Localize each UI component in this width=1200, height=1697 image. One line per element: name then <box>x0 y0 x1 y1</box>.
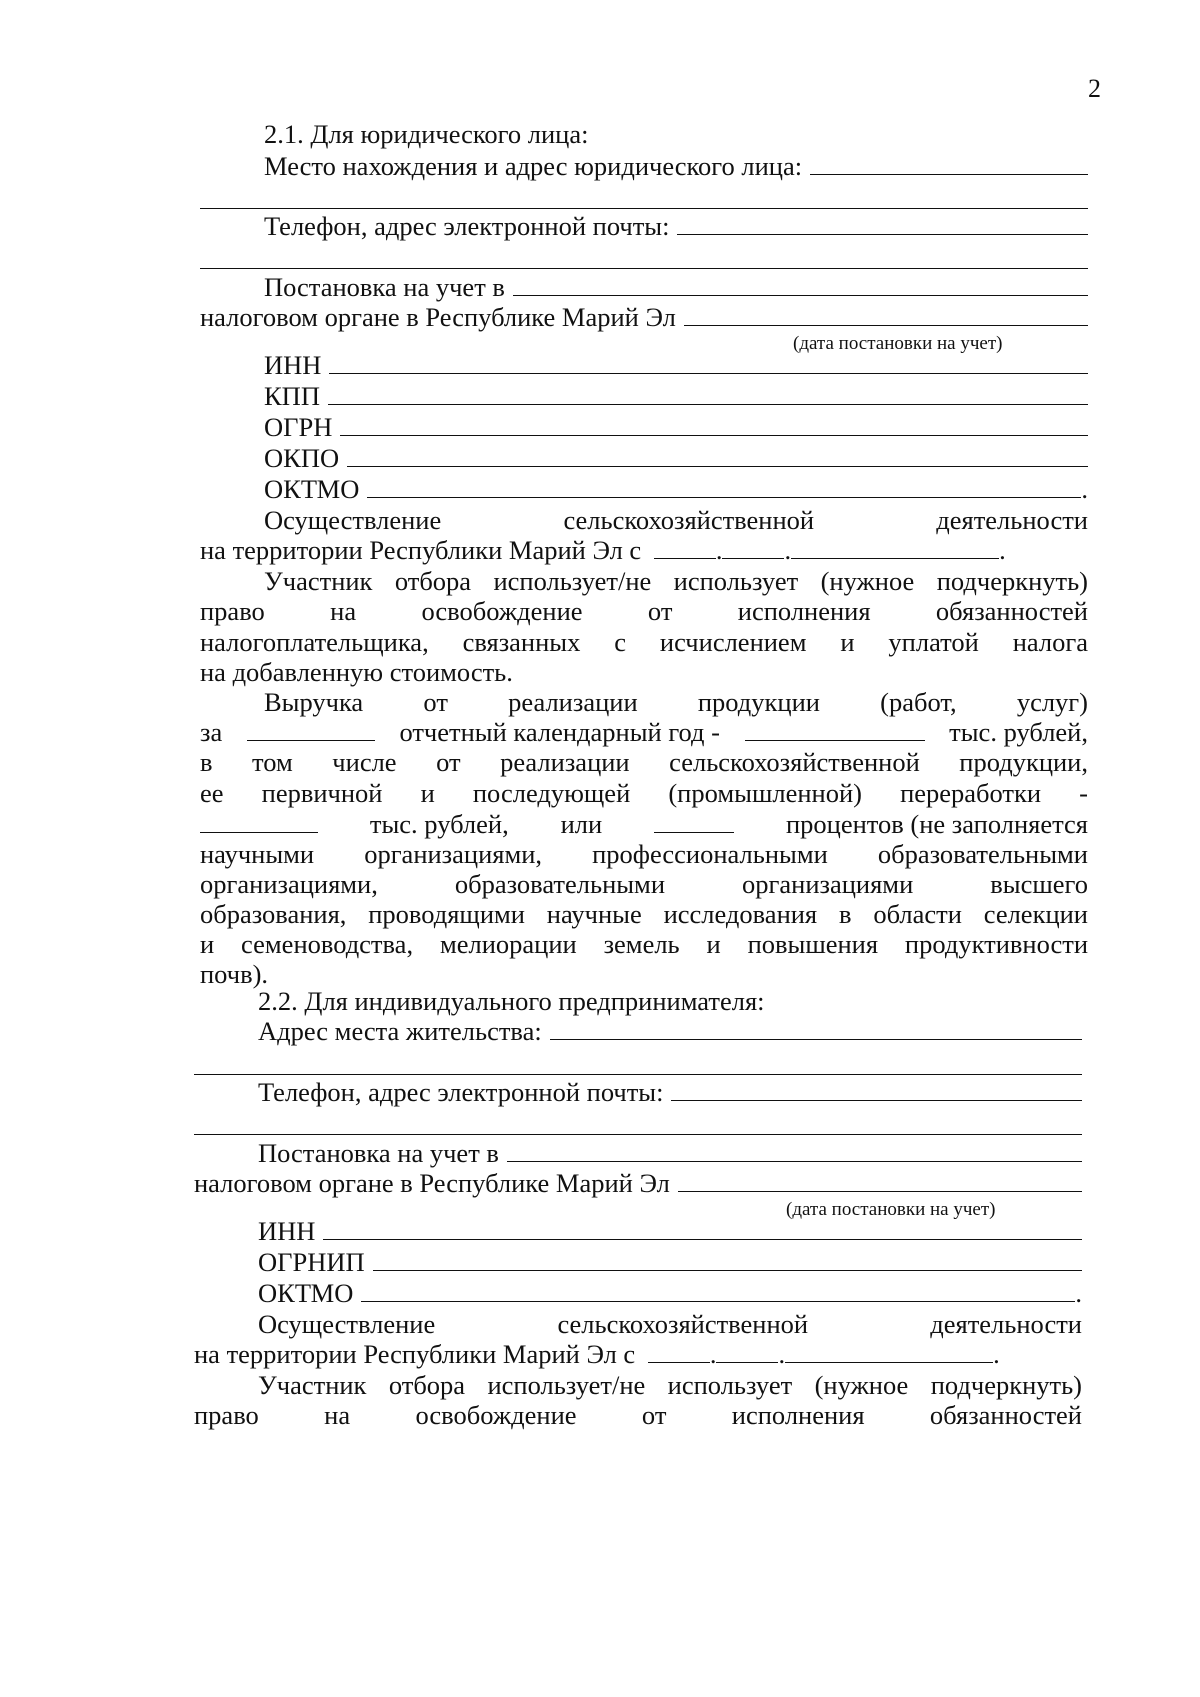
legal-revenue-line-8: образования, проводящими научные исследования в области селекции <box>200 899 1088 929</box>
ip-inn-row <box>194 1215 1082 1248</box>
legal-inn-row <box>200 349 1088 382</box>
legal-activity-word-1: Осуществление <box>264 505 442 535</box>
legal-territory-label: на территории Республики Марий Эл с <box>200 535 642 565</box>
legal-vat-line-4: на добавленную стоимость. <box>200 657 513 687</box>
legal-revenue-for-label: за <box>200 717 223 747</box>
ip-address-row <box>194 1015 1082 1048</box>
ip-activity-word-3: деятельности <box>930 1309 1082 1339</box>
ip-phone-row <box>194 1076 1082 1109</box>
legal-revenue-line-7: организациями, образовательными организациями высшего <box>200 869 1088 899</box>
legal-revenue-line-5 <box>200 808 1088 841</box>
legal-tax-authority-field[interactable] <box>513 271 1088 296</box>
legal-registration-row-1 <box>200 271 1088 304</box>
ip-oktmo-label: ОКТМО <box>258 1278 354 1308</box>
legal-revenue-line-6: научными организациями, профессиональными образовательными <box>200 839 1088 869</box>
ip-tax-authority-field[interactable] <box>507 1137 1082 1162</box>
ip-registration-date-field[interactable] <box>678 1167 1082 1192</box>
ip-territory-row: на территории Республики Марий Эл с . . . <box>194 1339 1000 1369</box>
legal-activity-row <box>200 504 1088 537</box>
section-2-1-heading: 2.1. Для юридического лица: <box>264 119 589 149</box>
ip-registration-label-1: Постановка на учет в <box>258 1138 499 1168</box>
legal-ogrn-row <box>200 411 1088 444</box>
legal-territory-row: на территории Республики Марий Эл с . . . <box>200 535 1006 565</box>
ip-activity-word-2: сельскохозяйственной <box>557 1309 809 1339</box>
legal-revenue-line-3: в том числе от реализации сельскохозяйственной продукции, <box>200 747 1088 777</box>
ip-inn-label: ИНН <box>258 1216 316 1246</box>
legal-registration-row-2 <box>200 301 1088 334</box>
legal-registration-label-1: Постановка на учет в <box>264 272 505 302</box>
ip-activity-word-1: Осуществление <box>258 1309 436 1339</box>
legal-address-row <box>200 150 1088 183</box>
ip-ogrnip-field[interactable] <box>373 1246 1082 1271</box>
section-2-2-heading: 2.2. Для индивидуального предпринимателя: <box>258 986 765 1016</box>
legal-okpo-row <box>200 442 1088 475</box>
ip-phone-field-continued[interactable] <box>194 1134 1082 1135</box>
legal-okpo-field[interactable] <box>347 442 1088 467</box>
legal-start-month-field[interactable] <box>722 534 784 559</box>
ip-territory-label: на территории Республики Марий Эл с <box>194 1339 636 1369</box>
ip-address-field[interactable] <box>550 1015 1082 1040</box>
legal-revenue-total-field[interactable] <box>745 716 925 741</box>
legal-agri-revenue-unit: тыс. рублей, <box>369 809 509 839</box>
legal-activity-word-3: деятельности <box>936 505 1088 535</box>
legal-phone-label: Телефон, адрес электронной почты: <box>264 211 670 241</box>
ip-ogrnip-row <box>194 1246 1082 1279</box>
legal-phone-field[interactable] <box>677 210 1088 235</box>
legal-phone-field-continued[interactable] <box>200 268 1088 269</box>
legal-activity-word-2: сельскохозяйственной <box>563 505 815 535</box>
legal-ogrn-field[interactable] <box>340 411 1088 436</box>
ip-start-month-field[interactable] <box>716 1338 778 1363</box>
legal-oktmo-row: ОКТМО . <box>264 474 1088 504</box>
legal-revenue-year-label: отчетный календарный год - <box>399 717 720 747</box>
legal-revenue-line-10: почв). <box>200 959 269 989</box>
legal-agri-revenue-percent-field[interactable] <box>654 808 734 833</box>
ip-start-day-field[interactable] <box>648 1338 710 1363</box>
legal-revenue-line-4: ее первичной и последующей (промышленной) переработки - <box>200 778 1088 808</box>
legal-vat-line-1: Участник отбора использует/не использует (нужное подчеркнуть) <box>264 566 1088 596</box>
legal-kpp-field[interactable] <box>328 380 1088 405</box>
legal-agri-revenue-percent-label: процентов (не заполняется <box>785 809 1088 839</box>
legal-kpp-row <box>200 380 1088 413</box>
ip-vat-line-1: Участник отбора использует/не использует (нужное подчеркнуть) <box>258 1370 1082 1400</box>
legal-agri-revenue-or: или <box>560 809 603 839</box>
legal-revenue-line-9: и семеноводства, мелиорации земель и повышения продуктивности <box>200 929 1088 959</box>
legal-address-field[interactable] <box>810 150 1088 175</box>
legal-oktmo-label: ОКТМО <box>264 474 360 504</box>
legal-start-day-field[interactable] <box>654 534 716 559</box>
ip-inn-field[interactable] <box>323 1215 1082 1240</box>
ip-registration-date-caption: (дата постановки на учет) <box>786 1199 996 1220</box>
legal-inn-label: ИНН <box>264 350 322 380</box>
page-number: 2 <box>1088 74 1101 103</box>
legal-agri-revenue-field[interactable] <box>200 808 318 833</box>
legal-address-label: Место нахождения и адрес юридического лица: <box>264 151 803 181</box>
legal-inn-field[interactable] <box>329 349 1088 374</box>
legal-start-year-field[interactable] <box>791 534 999 559</box>
ip-start-year-field[interactable] <box>785 1338 993 1363</box>
legal-ogrn-label: ОГРН <box>264 412 333 442</box>
legal-revenue-line-1: Выручка от реализации продукции (работ, услуг) <box>264 687 1088 717</box>
ip-registration-row-2 <box>194 1167 1082 1200</box>
ip-oktmo-row: ОКТМО . <box>258 1278 1082 1308</box>
ip-phone-field[interactable] <box>671 1076 1082 1101</box>
legal-address-field-continued[interactable] <box>200 208 1088 209</box>
ip-address-field-continued[interactable] <box>194 1074 1082 1075</box>
legal-vat-line-2: право на освобождение от исполнения обязанностей <box>200 596 1088 626</box>
legal-revenue-unit-label: тыс. рублей, <box>949 717 1088 747</box>
legal-okpo-label: ОКПО <box>264 443 340 473</box>
legal-vat-line-3: налогоплательщика, связанных с исчислением и уплатой налога <box>200 627 1088 657</box>
legal-phone-row <box>200 210 1088 243</box>
ip-activity-row <box>194 1308 1082 1341</box>
legal-registration-date-caption: (дата постановки на учет) <box>793 333 1003 354</box>
ip-registration-label-2: налоговом органе в Республике Марий Эл <box>194 1168 670 1198</box>
legal-revenue-year-field[interactable] <box>247 716 375 741</box>
ip-registration-row-1 <box>194 1137 1082 1170</box>
legal-registration-date-field[interactable] <box>684 301 1088 326</box>
ip-oktmo-field[interactable] <box>361 1277 1075 1302</box>
ip-phone-label: Телефон, адрес электронной почты: <box>258 1077 664 1107</box>
ip-vat-line-2: право на освобождение от исполнения обязанностей <box>194 1400 1082 1430</box>
legal-kpp-label: КПП <box>264 381 320 411</box>
legal-registration-label-2: налоговом органе в Республике Марий Эл <box>200 302 676 332</box>
legal-oktmo-field[interactable] <box>367 473 1081 498</box>
ip-address-label: Адрес места жительства: <box>258 1016 542 1046</box>
ip-ogrnip-label: ОГРНИП <box>258 1247 365 1277</box>
legal-revenue-line-2 <box>200 716 1088 749</box>
